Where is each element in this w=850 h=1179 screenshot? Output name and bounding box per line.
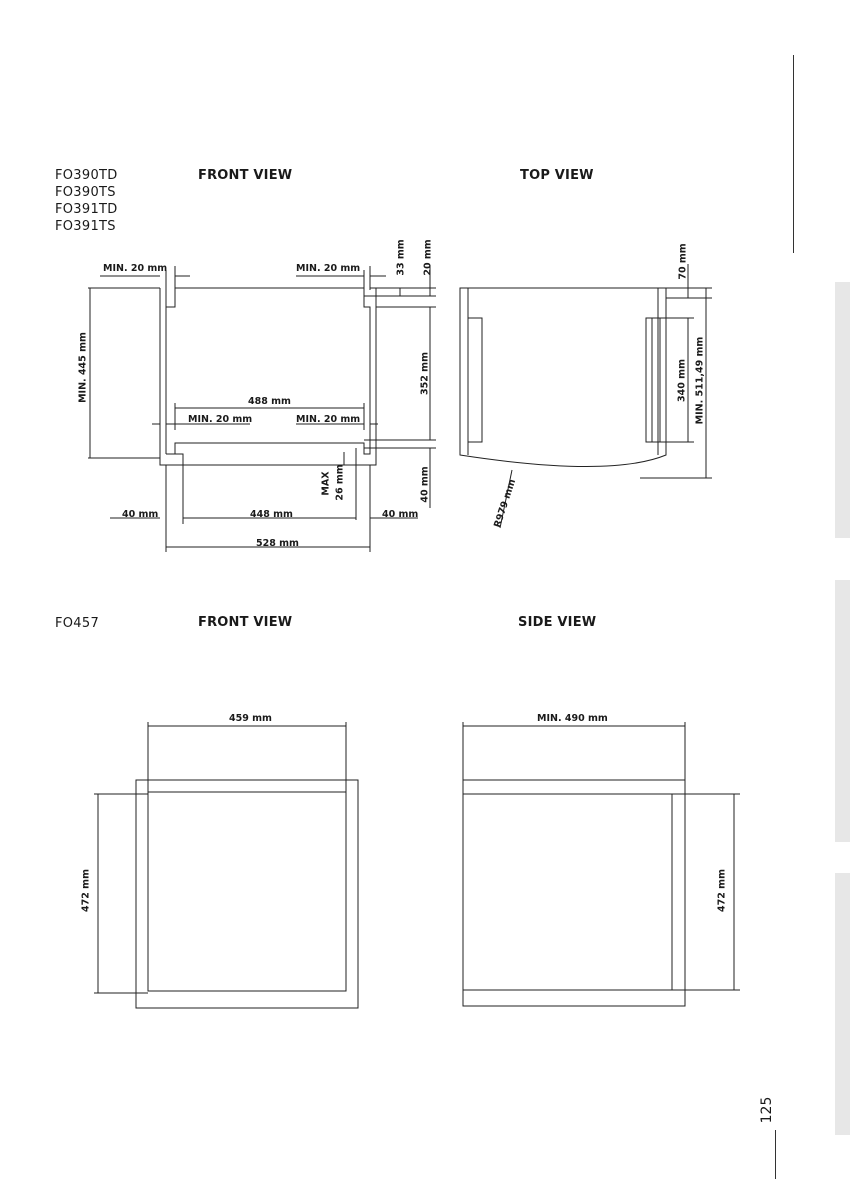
- model-item: FO391TD: [55, 202, 118, 217]
- side-view-title: SIDE VIEW: [518, 615, 597, 630]
- dim-min490: MIN. 490 mm: [537, 713, 608, 724]
- model-item: FO391TS: [55, 219, 116, 234]
- dim-min511: MIN. 511,49 mm: [694, 336, 706, 425]
- dim-min20-top-left: MIN. 20 mm: [103, 263, 168, 274]
- dim-max26: 26 mm: [334, 464, 346, 501]
- dim-40-right: 40 mm: [419, 466, 431, 503]
- dim-40-bottom-right: 40 mm: [382, 509, 419, 520]
- front-view-title: FRONT VIEW: [198, 168, 293, 183]
- dim-528: 528 mm: [256, 538, 299, 549]
- page-number: 125: [759, 1096, 775, 1124]
- top-view-title: TOP VIEW: [520, 168, 594, 183]
- model-item: FO390TS: [55, 185, 116, 200]
- dim-448: 448 mm: [250, 509, 293, 520]
- dim-min445: MIN. 445 mm: [77, 332, 89, 403]
- dim-352: 352 mm: [419, 352, 431, 395]
- dim-472-side: 472 mm: [716, 869, 728, 912]
- dim-max-label: MAX: [320, 471, 332, 496]
- dim-340: 340 mm: [676, 359, 688, 402]
- dim-min20-inner-right: MIN. 20 mm: [296, 414, 361, 425]
- dim-70: 70 mm: [677, 243, 689, 280]
- dim-min20-top-right: MIN. 20 mm: [296, 263, 361, 274]
- dim-40-left: 40 mm: [122, 509, 159, 520]
- model-item: FO390TD: [55, 168, 118, 183]
- dim-r979: R979 mm: [492, 477, 519, 530]
- dim-459: 459 mm: [229, 713, 272, 724]
- side-outer: [463, 780, 685, 1006]
- dim-min20-inner-left: MIN. 20 mm: [188, 414, 253, 425]
- model-fo457: FO457: [55, 616, 100, 631]
- dim-472-front: 472 mm: [80, 869, 92, 912]
- front-inner-frame: [148, 780, 346, 991]
- front-view-title-2: FRONT VIEW: [198, 615, 293, 630]
- dim-488: 488 mm: [248, 396, 291, 407]
- dim-33: 33 mm: [395, 239, 407, 276]
- front-outer-frame: [136, 780, 358, 1008]
- dim-20-right: 20 mm: [422, 239, 434, 276]
